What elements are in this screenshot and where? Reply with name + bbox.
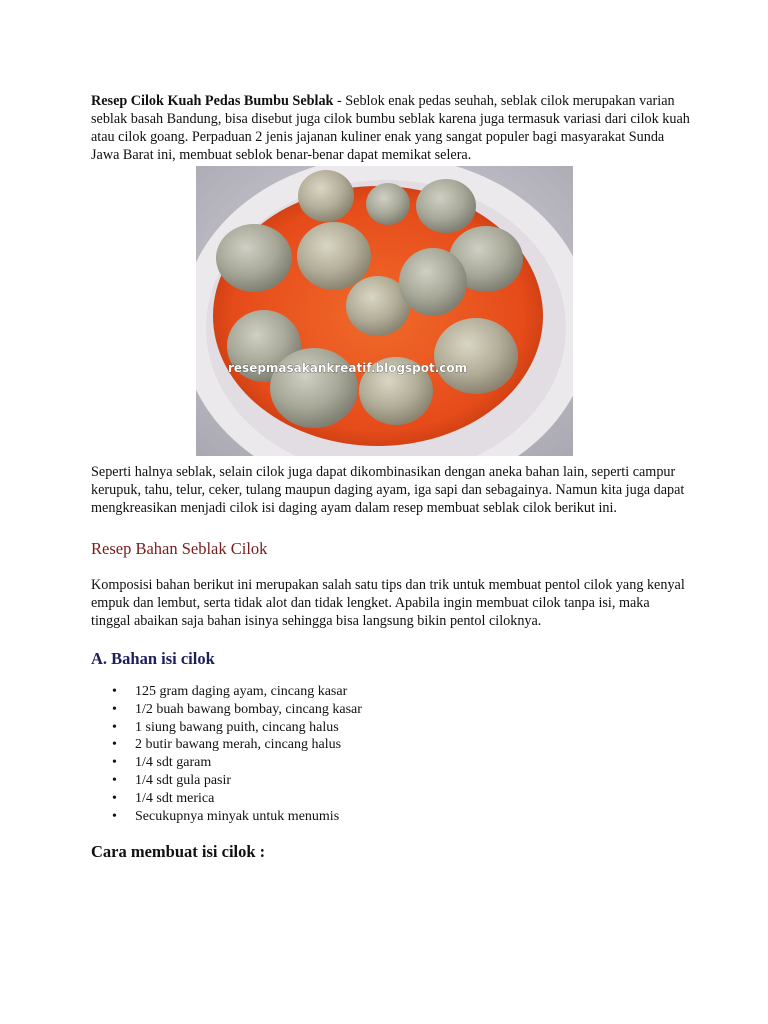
ingredient-list	[91, 683, 691, 825]
list-item: • 1/4 sdt gula pasir	[91, 772, 691, 790]
list-item: • Secukupnya minyak untuk menumis	[91, 808, 691, 826]
paragraph-combinations: Seperti halnya seblak, selain cilok juga dapat dikombinasikan dengan aneka bahan lain, seperti campur kerupuk, tahu, telur, ceker, tulang maupun daging ayam, iga sapi dan sebagainya. Namun kita juga dapat mengkreasikan menjadi cilok isi daging ayam dalam resep membuat seblak cilok berikut ini.	[91, 464, 685, 516]
list-item: • 2 butir bawang merah, cincang halus	[91, 736, 691, 754]
photo-watermark: resepmasakankreatif.blogspot.com	[228, 361, 468, 375]
list-item: • 1/4 sdt garam	[91, 754, 691, 772]
article-content	[91, 92, 691, 862]
intro-text: - Seblok enak pedas seuhah, seblak cilok merupakan varian seblak basah Bandung, bisa disebut juga cilok bumbu seblak karena juga termasuk variasi dari cilok kuah atau cilok goang. Perpaduan 2 jenis jajanan kuliner enak yang sangat populer bagi masyarakat Sunda Jawa Barat ini, membuat seblok benar-benar dapat memikat selera.	[91, 93, 690, 163]
paragraph-composition: Komposisi bahan berikut ini merupakan salah satu tips dan trik untuk membuat pentol cilok yang kenyal empuk dan lembut, serta tidak alot dan tidak lengket. Apabila ingin membuat cilok tanpa isi, maka tinggal abaikan saja bahan isinya sehingga bisa langsung bikin pentol ciloknya.	[91, 577, 685, 629]
subsection-title: A. Bahan isi cilok	[91, 649, 215, 668]
intro-paragraph	[91, 92, 691, 164]
list-item: • 125 gram daging ayam, cincang kasar	[91, 683, 691, 701]
section-title: Resep Bahan Seblak Cilok	[91, 539, 268, 558]
list-item: • 1/2 buah bawang bombay, cincang kasar	[91, 701, 691, 719]
list-item: • 1/4 sdt merica	[91, 790, 691, 808]
intro-title: Resep Cilok Kuah Pedas Bumbu Seblak	[91, 93, 334, 109]
cilok-bowl-photo	[196, 166, 573, 456]
how-to-title: Cara membuat isi cilok :	[91, 842, 266, 862]
list-item: • 1 siung bawang puith, cincang halus	[91, 719, 691, 737]
